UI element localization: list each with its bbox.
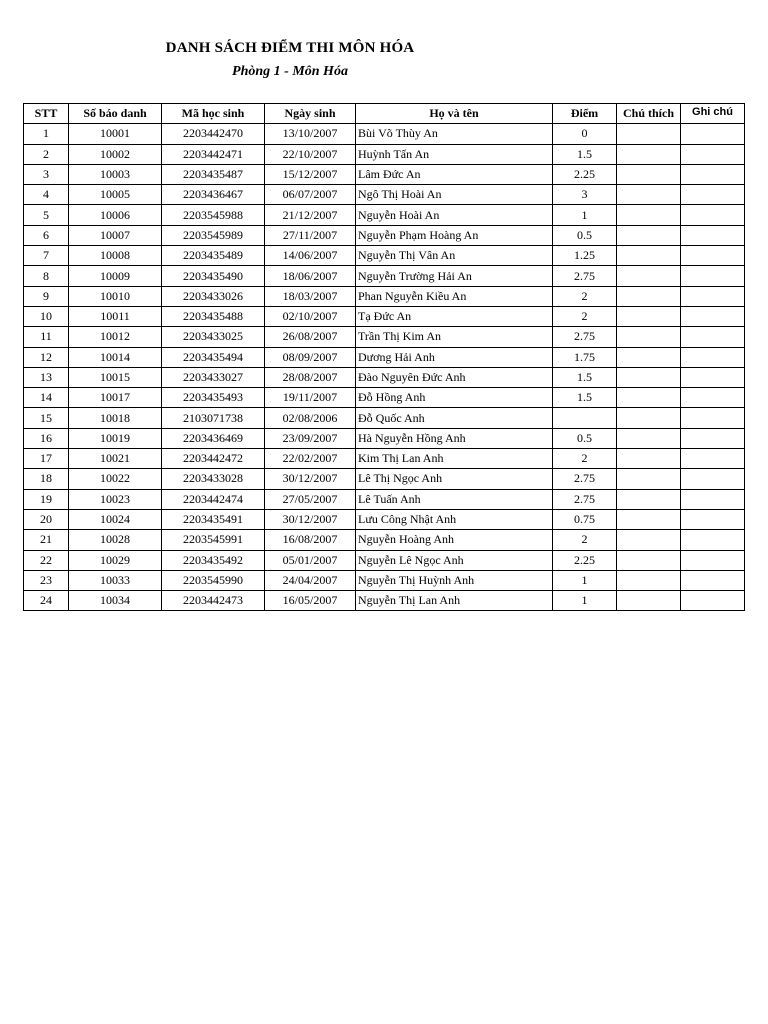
cell-full-name: Nguyễn Trường Hải An: [356, 266, 553, 286]
header-stt: STT: [24, 104, 69, 124]
table-row: [24, 327, 745, 347]
cell-full-name: Lê Thị Ngọc Anh: [356, 469, 553, 489]
cell-score: 2: [553, 530, 617, 550]
cell-full-name: Lưu Công Nhật Anh: [356, 509, 553, 529]
cell-full-name: Bùi Võ Thùy An: [356, 124, 553, 144]
table-row: [24, 225, 745, 245]
cell-student-id: 2203435493: [162, 388, 265, 408]
cell-score: 1.25: [553, 246, 617, 266]
cell-birth-date: 08/09/2007: [265, 347, 356, 367]
cell-student-id: 2203435487: [162, 164, 265, 184]
cell-note: [617, 469, 681, 489]
cell-student-id: 2203435489: [162, 246, 265, 266]
cell-birth-date: 28/08/2007: [265, 367, 356, 387]
cell-student-id: 2203442472: [162, 449, 265, 469]
table-row: [24, 428, 745, 448]
table-row: [24, 144, 745, 164]
cell-note: [617, 266, 681, 286]
cell-full-name: Trần Thị Kim An: [356, 327, 553, 347]
cell-student-id: 2203436469: [162, 428, 265, 448]
cell-birth-date: 26/08/2007: [265, 327, 356, 347]
cell-student-id: 2203442471: [162, 144, 265, 164]
cell-full-name: Nguyễn Thị Lan Anh: [356, 591, 553, 611]
cell-stt: 15: [24, 408, 69, 428]
cell-stt: 17: [24, 449, 69, 469]
cell-score: 1.5: [553, 367, 617, 387]
cell-stt: 18: [24, 469, 69, 489]
cell-remark: [681, 550, 745, 570]
cell-full-name: Huỳnh Tấn An: [356, 144, 553, 164]
cell-student-id: 2203435492: [162, 550, 265, 570]
cell-student-id: 2203442470: [162, 124, 265, 144]
cell-note: [617, 185, 681, 205]
cell-score: 0: [553, 124, 617, 144]
table-row: [24, 246, 745, 266]
cell-full-name: Nguyễn Thị Huỳnh Anh: [356, 570, 553, 590]
cell-birth-date: 27/11/2007: [265, 225, 356, 245]
cell-sbd: 10005: [69, 185, 162, 205]
cell-note: [617, 205, 681, 225]
cell-score: 2: [553, 306, 617, 326]
cell-sbd: 10019: [69, 428, 162, 448]
cell-birth-date: 18/06/2007: [265, 266, 356, 286]
cell-sbd: 10021: [69, 449, 162, 469]
table-row: [24, 347, 745, 367]
cell-student-id: 2203545991: [162, 530, 265, 550]
cell-score: 2: [553, 286, 617, 306]
header-score: Điểm: [553, 104, 617, 124]
cell-stt: 16: [24, 428, 69, 448]
cell-stt: 2: [24, 144, 69, 164]
cell-score: 1: [553, 591, 617, 611]
cell-score: [553, 408, 617, 428]
header-student-id: Mã học sinh: [162, 104, 265, 124]
cell-note: [617, 408, 681, 428]
cell-stt: 21: [24, 530, 69, 550]
cell-score: 2.75: [553, 469, 617, 489]
cell-note: [617, 286, 681, 306]
cell-sbd: 10014: [69, 347, 162, 367]
cell-birth-date: 30/12/2007: [265, 509, 356, 529]
cell-remark: [681, 347, 745, 367]
cell-birth-date: 16/05/2007: [265, 591, 356, 611]
cell-note: [617, 388, 681, 408]
table-row: [24, 286, 745, 306]
cell-score: 3: [553, 185, 617, 205]
cell-note: [617, 530, 681, 550]
cell-birth-date: 21/12/2007: [265, 205, 356, 225]
cell-stt: 1: [24, 124, 69, 144]
cell-note: [617, 509, 681, 529]
cell-sbd: 10006: [69, 205, 162, 225]
cell-student-id: 2203433027: [162, 367, 265, 387]
cell-remark: [681, 449, 745, 469]
table-row: [24, 367, 745, 387]
cell-sbd: 10022: [69, 469, 162, 489]
cell-remark: [681, 509, 745, 529]
cell-score: 1: [553, 570, 617, 590]
cell-stt: 24: [24, 591, 69, 611]
document-title: DANH SÁCH ĐIỂM THI MÔN HÓA: [165, 40, 415, 56]
table-row: [24, 306, 745, 326]
cell-student-id: 2203435490: [162, 266, 265, 286]
cell-sbd: 10012: [69, 327, 162, 347]
cell-note: [617, 367, 681, 387]
header-full-name: Họ và tên: [356, 104, 553, 124]
cell-birth-date: 23/09/2007: [265, 428, 356, 448]
cell-score: 1.75: [553, 347, 617, 367]
header-birth-date: Ngày sinh: [265, 104, 356, 124]
table-row: [24, 205, 745, 225]
cell-note: [617, 144, 681, 164]
cell-stt: 8: [24, 266, 69, 286]
cell-sbd: 10017: [69, 388, 162, 408]
cell-note: [617, 327, 681, 347]
cell-sbd: 10015: [69, 367, 162, 387]
cell-remark: [681, 306, 745, 326]
cell-student-id: 2203433028: [162, 469, 265, 489]
cell-score: 1.5: [553, 388, 617, 408]
cell-score: 2: [553, 449, 617, 469]
cell-stt: 19: [24, 489, 69, 509]
cell-stt: 7: [24, 246, 69, 266]
cell-birth-date: 02/10/2007: [265, 306, 356, 326]
cell-stt: 6: [24, 225, 69, 245]
cell-remark: [681, 469, 745, 489]
cell-note: [617, 550, 681, 570]
cell-remark: [681, 124, 745, 144]
cell-remark: [681, 164, 745, 184]
table-row: [24, 591, 745, 611]
cell-remark: [681, 367, 745, 387]
cell-remark: [681, 286, 745, 306]
cell-remark: [681, 530, 745, 550]
cell-sbd: 10009: [69, 266, 162, 286]
cell-score: 0.5: [553, 428, 617, 448]
cell-remark: [681, 388, 745, 408]
table-row: [24, 124, 745, 144]
cell-note: [617, 347, 681, 367]
cell-sbd: 10029: [69, 550, 162, 570]
cell-student-id: 2203435494: [162, 347, 265, 367]
cell-student-id: 2103071738: [162, 408, 265, 428]
cell-note: [617, 489, 681, 509]
cell-sbd: 10033: [69, 570, 162, 590]
cell-score: 0.5: [553, 225, 617, 245]
cell-student-id: 2203545988: [162, 205, 265, 225]
table-row: [24, 408, 745, 428]
cell-full-name: Đào Nguyên Đức Anh: [356, 367, 553, 387]
cell-full-name: Hà Nguyễn Hồng Anh: [356, 428, 553, 448]
cell-score: 0.75: [553, 509, 617, 529]
table-row: [24, 164, 745, 184]
cell-full-name: Tạ Đức An: [356, 306, 553, 326]
cell-birth-date: 18/03/2007: [265, 286, 356, 306]
header-row: [24, 104, 745, 124]
cell-full-name: Lâm Đức An: [356, 164, 553, 184]
cell-note: [617, 449, 681, 469]
table-row: [24, 469, 745, 489]
cell-score: 1.5: [553, 144, 617, 164]
cell-score: 1: [553, 205, 617, 225]
cell-remark: [681, 591, 745, 611]
cell-birth-date: 24/04/2007: [265, 570, 356, 590]
cell-remark: [681, 408, 745, 428]
cell-stt: 9: [24, 286, 69, 306]
cell-full-name: Lê Tuấn Anh: [356, 489, 553, 509]
cell-remark: [681, 266, 745, 286]
header-note: Chú thích: [617, 104, 681, 124]
cell-sbd: 10010: [69, 286, 162, 306]
cell-student-id: 2203433026: [162, 286, 265, 306]
cell-stt: 11: [24, 327, 69, 347]
header-remark: Ghi chú: [681, 104, 745, 124]
table-row: [24, 530, 745, 550]
cell-stt: 22: [24, 550, 69, 570]
table-row: [24, 185, 745, 205]
cell-remark: [681, 489, 745, 509]
cell-full-name: Nguyễn Lê Ngọc Anh: [356, 550, 553, 570]
cell-student-id: 2203436467: [162, 185, 265, 205]
cell-sbd: 10003: [69, 164, 162, 184]
cell-full-name: Nguyễn Phạm Hoàng An: [356, 225, 553, 245]
cell-note: [617, 246, 681, 266]
cell-stt: 23: [24, 570, 69, 590]
cell-note: [617, 164, 681, 184]
cell-remark: [681, 185, 745, 205]
cell-score: 2.75: [553, 327, 617, 347]
cell-full-name: Nguyễn Hoàng Anh: [356, 530, 553, 550]
cell-birth-date: 22/10/2007: [265, 144, 356, 164]
cell-stt: 10: [24, 306, 69, 326]
table-row: [24, 570, 745, 590]
cell-birth-date: 06/07/2007: [265, 185, 356, 205]
cell-remark: [681, 327, 745, 347]
cell-student-id: 2203435491: [162, 509, 265, 529]
cell-remark: [681, 225, 745, 245]
cell-student-id: 2203545990: [162, 570, 265, 590]
cell-sbd: 10034: [69, 591, 162, 611]
cell-stt: 12: [24, 347, 69, 367]
cell-full-name: Dương Hải Anh: [356, 347, 553, 367]
cell-birth-date: 13/10/2007: [265, 124, 356, 144]
cell-birth-date: 02/08/2006: [265, 408, 356, 428]
cell-stt: 20: [24, 509, 69, 529]
cell-sbd: 10002: [69, 144, 162, 164]
cell-sbd: 10023: [69, 489, 162, 509]
cell-birth-date: 22/02/2007: [265, 449, 356, 469]
cell-full-name: Ngô Thị Hoài An: [356, 185, 553, 205]
score-table: [23, 103, 745, 611]
cell-student-id: 2203442474: [162, 489, 265, 509]
cell-birth-date: 16/08/2007: [265, 530, 356, 550]
cell-birth-date: 30/12/2007: [265, 469, 356, 489]
cell-sbd: 10011: [69, 306, 162, 326]
cell-full-name: Đỗ Quốc Anh: [356, 408, 553, 428]
cell-birth-date: 15/12/2007: [265, 164, 356, 184]
cell-score: 2.75: [553, 489, 617, 509]
cell-full-name: Nguyễn Hoài An: [356, 205, 553, 225]
cell-student-id: 2203433025: [162, 327, 265, 347]
cell-student-id: 2203442473: [162, 591, 265, 611]
cell-score: 2.75: [553, 266, 617, 286]
cell-student-id: 2203435488: [162, 306, 265, 326]
cell-score: 2.25: [553, 550, 617, 570]
table-row: [24, 266, 745, 286]
cell-stt: 4: [24, 185, 69, 205]
cell-note: [617, 225, 681, 245]
cell-note: [617, 124, 681, 144]
cell-note: [617, 306, 681, 326]
cell-remark: [681, 428, 745, 448]
cell-sbd: 10024: [69, 509, 162, 529]
cell-note: [617, 570, 681, 590]
cell-sbd: 10028: [69, 530, 162, 550]
cell-full-name: Nguyễn Thị Vân An: [356, 246, 553, 266]
cell-stt: 13: [24, 367, 69, 387]
cell-birth-date: 14/06/2007: [265, 246, 356, 266]
cell-score: 2.25: [553, 164, 617, 184]
cell-sbd: 10001: [69, 124, 162, 144]
table-row: [24, 449, 745, 469]
cell-stt: 14: [24, 388, 69, 408]
table-row: [24, 509, 745, 529]
cell-sbd: 10007: [69, 225, 162, 245]
cell-sbd: 10018: [69, 408, 162, 428]
cell-student-id: 2203545989: [162, 225, 265, 245]
table-row: [24, 489, 745, 509]
document-subtitle: Phòng 1 - Môn Hóa: [232, 64, 348, 79]
cell-full-name: Kim Thị Lan Anh: [356, 449, 553, 469]
table-row: [24, 550, 745, 570]
cell-stt: 3: [24, 164, 69, 184]
cell-remark: [681, 570, 745, 590]
cell-full-name: Đỗ Hồng Anh: [356, 388, 553, 408]
cell-birth-date: 27/05/2007: [265, 489, 356, 509]
cell-sbd: 10008: [69, 246, 162, 266]
cell-full-name: Phan Nguyễn Kiều An: [356, 286, 553, 306]
cell-birth-date: 05/01/2007: [265, 550, 356, 570]
cell-birth-date: 19/11/2007: [265, 388, 356, 408]
cell-remark: [681, 205, 745, 225]
table-row: [24, 388, 745, 408]
cell-stt: 5: [24, 205, 69, 225]
cell-remark: [681, 144, 745, 164]
cell-note: [617, 591, 681, 611]
header-sbd: Số báo danh: [69, 104, 162, 124]
cell-note: [617, 428, 681, 448]
cell-remark: [681, 246, 745, 266]
